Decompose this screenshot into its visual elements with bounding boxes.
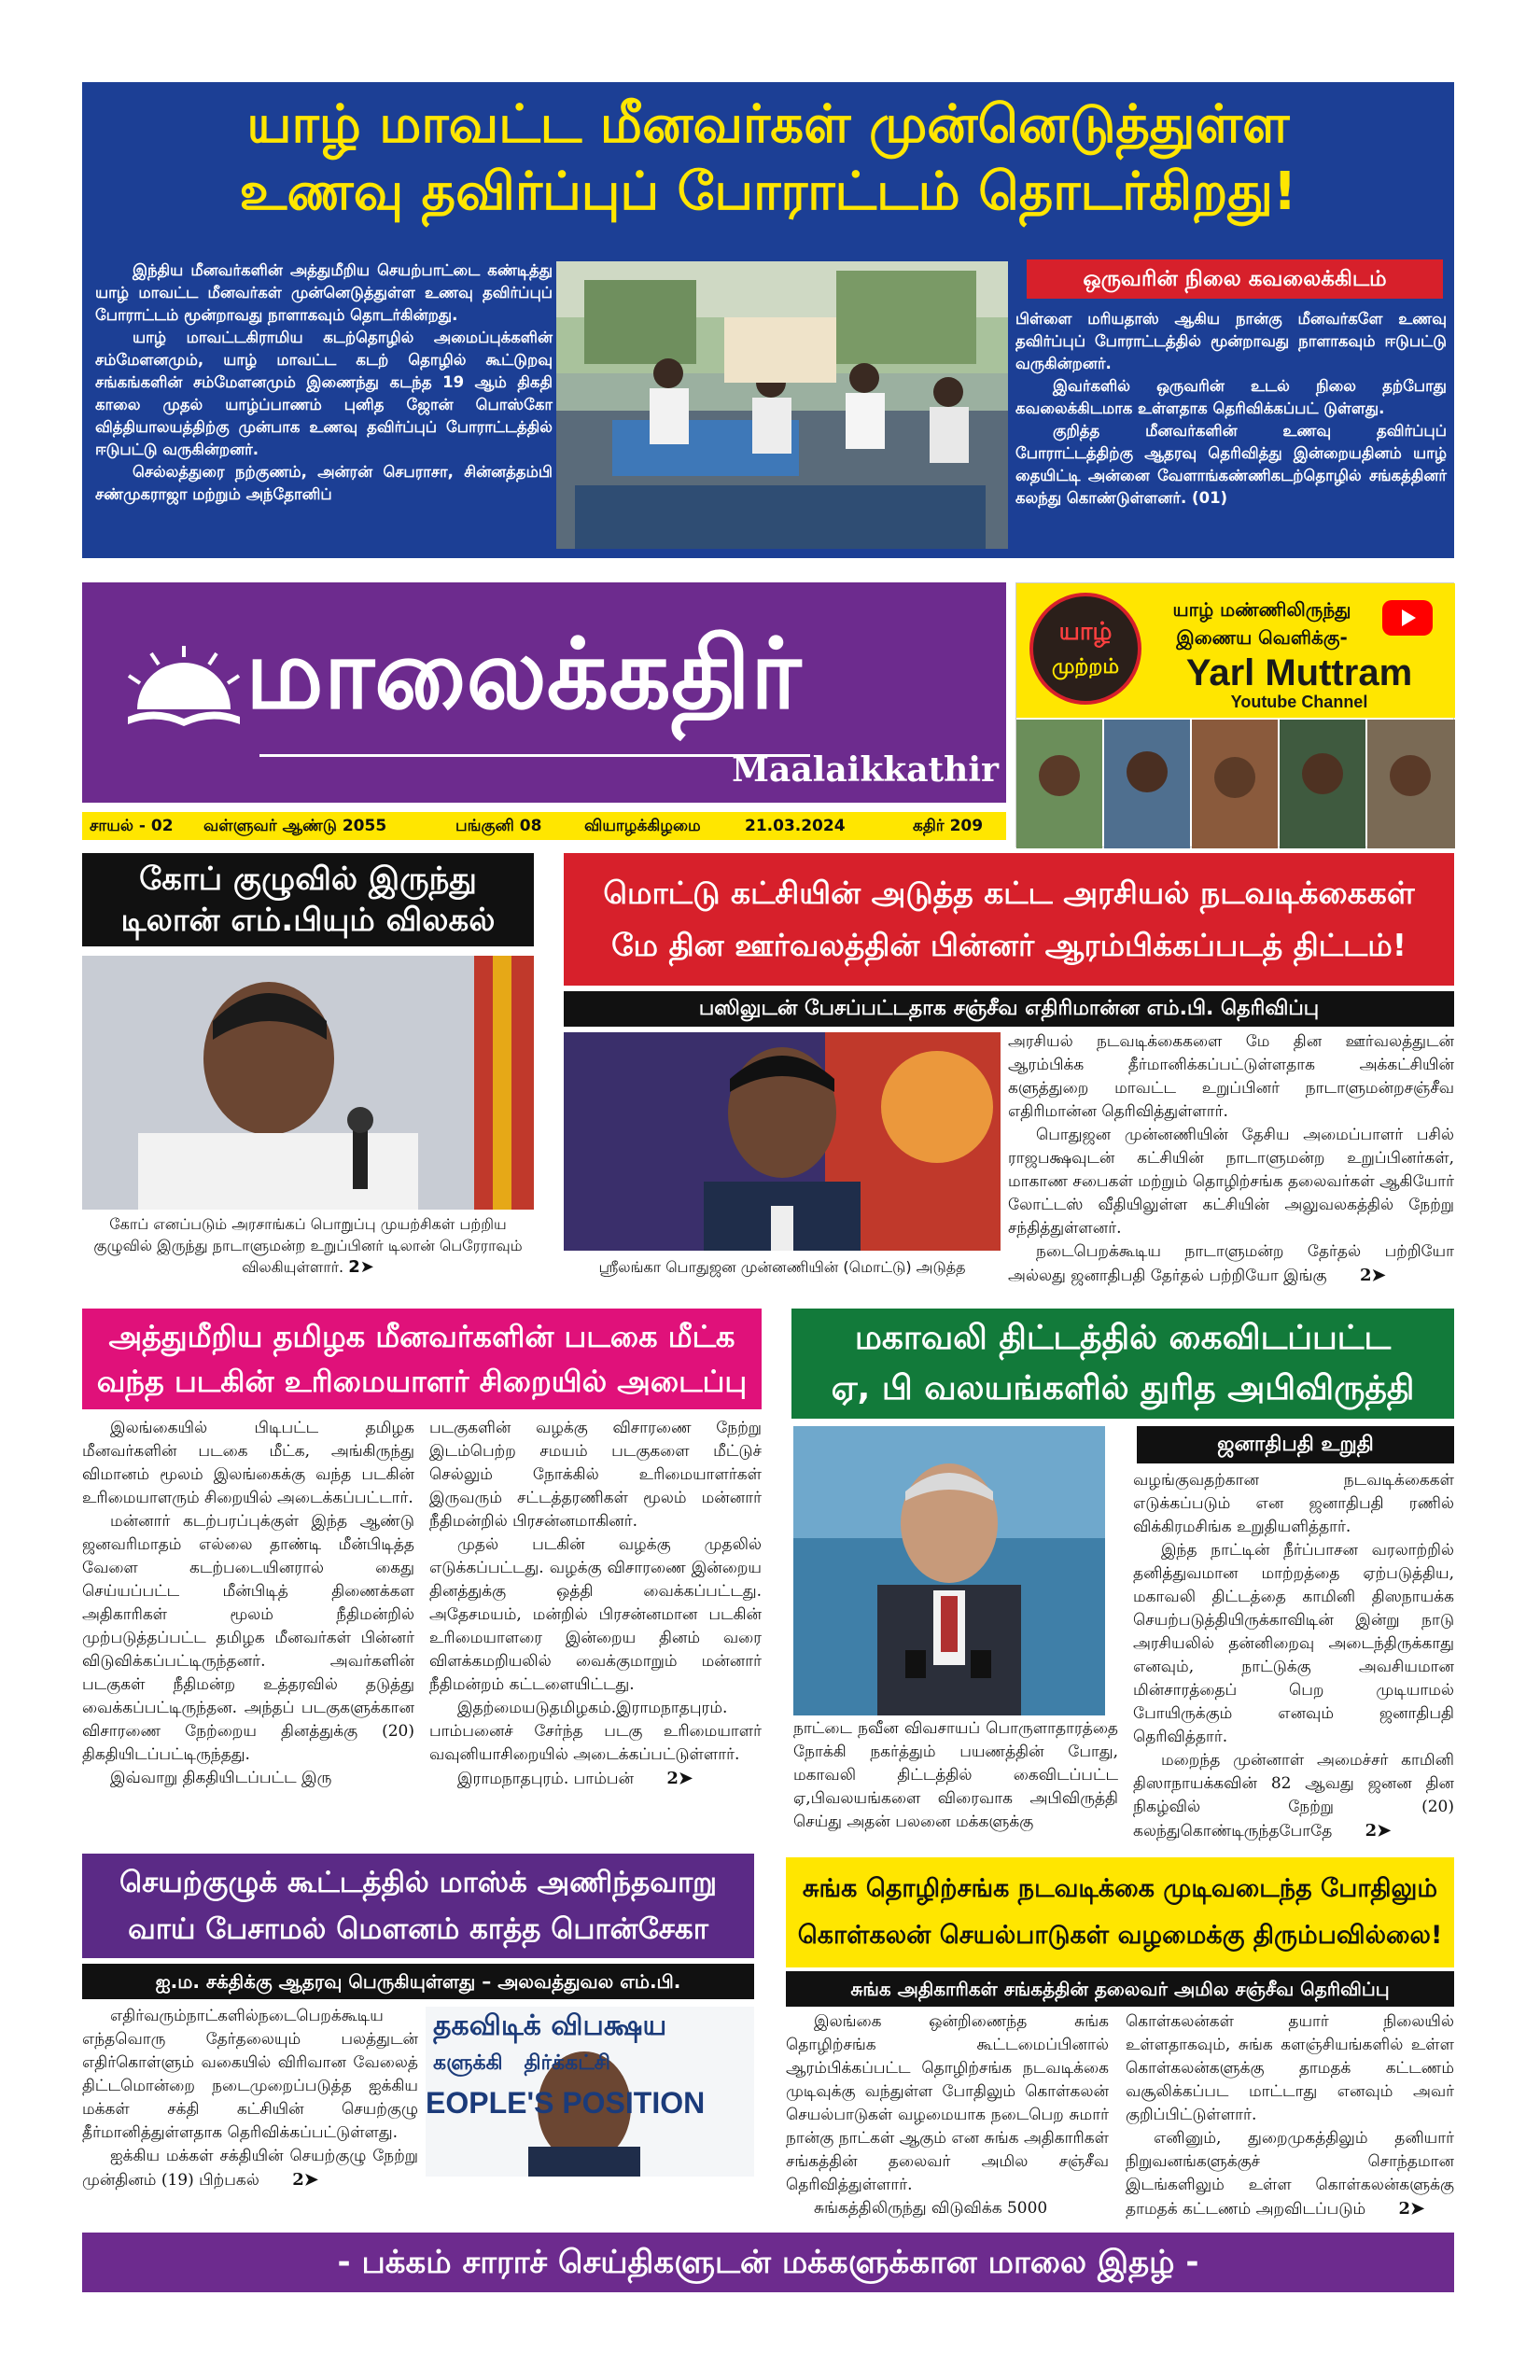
lead-left-para3: செல்லத்துரை நற்குணம், அன்ரன் செபராசா, சின்னத்தம்பி சண்முகராஜா மற்றும் அந்தோனிப் [95, 463, 553, 503]
cope-headline-line1: கோப் குழுவில் இருந்து [139, 861, 477, 898]
customs-headline-line2: கொள்கலன் செயல்பாடுகள் வழமைக்கு திரும்பவில்லை! [797, 1921, 1443, 1950]
customs-col1-para2: சுங்கத்திலிருந்து விடுவிக்க 5000 [814, 2199, 1048, 2218]
boat-col1 [82, 1417, 414, 1790]
lead-right-para3: குறித்த மீனவர்களின் உணவு தவிர்ப்புப் போராட்டத்திற்கு ஆதரவு தெரிவித்து இன்றையதினம் யாழ் தையிட்டி அன்னை வேளாங்கண்ணிகடற்தொழில் சங்கத்தினர் கலந்து கொண்டுள்ளனர். (01) [1015, 422, 1447, 507]
mahaweli-headline-line2: ஏ, பி வலயங்களில் துரித அபிவிருத்தி [831, 1369, 1415, 1407]
boat-col1-para2: மன்னார் கடற்பரப்புக்குள் இந்த ஆண்டு ஜனவரிமாதம் எல்லை தாண்டி மீன்பிடித்த வேளை கடற்படையினரால் கைது செய்யப்பட்ட மீன்பிடித் திணைக்கள அதிகாரிகள் மூலம் நீதிமன்றில் முற்படுத்தப்பட்ட தமிழக மீனவர்கள் பின்னர் விடுவிக்கப்பட்டிருந்தனர். அவர்களின் படகுகள் நீதிமன்ற உத்தரவில் தடுத்து வைக்கப்பட்டிருந்தன. அந்தப் படகுகளுக்கான விசாரணை நேற்றைய தினத்துக்கு (20) திகதியிடப்பட்டிருந்தது. [82, 1512, 414, 1764]
mahaweli-continued[interactable]: 2➤ [1365, 1821, 1392, 1841]
masthead [82, 582, 1006, 803]
cope-continued[interactable]: 2➤ [348, 1257, 374, 1277]
fonseka-photo-text1: தகவிடிக் விபக்ஷய [433, 2009, 667, 2042]
mahaweli-caption: நாட்டை நவீன விவசாயப் பொருளாதாரத்தை நோக்கி நகர்த்தும் பயணத்தின் போது, மகாவலி திட்டத்தில் கைவிடப்பட்ட ஏ,பிவலயங்களை விரைவாக அபிவிருத்தி செய்து அதன் பலனை மக்களுக்கு [793, 1719, 1118, 1831]
cope-caption-text: கோப் எனப்படும் அரசாங்கப் பொறுப்பு முயற்சிகள் பற்றிய குழுவில் இருந்து நாடாளுமன்ற உறுப்பினர் டிலான் பெரேராவும் விலகியுள்ளார். [93, 1215, 523, 1276]
youtube-ad-logo-top: யாழ் [1058, 618, 1113, 646]
pohottu-para2: பொதுஜன முன்னணியின் தேசிய அமைப்பாளர் பசில் ராஜபக்ஷவுடன் கட்சியின் நாடாளுமன்ற உறுப்பினர்கள், மாகாண சபைகள் மற்றும் தொழிற்சங்க தலைவர்கள் ஆகியோர் லோட்டஸ் வீதியிலுள்ள கட்சியின் அலுவலகத்தில் நேற்று சந்தித்துள்ளனர். [1008, 1126, 1454, 1238]
lead-headline-line2: உணவு தவிர்ப்புப் போராட்டம் தொடர்கிறது! [239, 161, 1297, 222]
footer-tagline: - பக்கம் சாராச் செய்திகளுடன் மக்களுக்கான மாலை இதழ் - [82, 2233, 1454, 2292]
lead-sub-label: ஒருவரின் நிலை கவலைக்கிடம் [1027, 259, 1443, 299]
mahaweli-para2: இந்த நாட்டின் நீர்ப்பாசன வரலாற்றில் தனித்துவமான மாற்றத்தை ஏற்படுத்திய, மகாவலி திட்டத்தை காமினி திஸநாயக்க செயற்படுத்தியிருக்காவிடின் இன்று நாடு அரசியலில் தன்னிறைவு அடைந்திருக்காது எனவும், நாட்டுக்கு அவசியமான மின்சாரத்தைப் பெற முடியாமல் போயிருக்கும் எனவும் ஜனாதிபதி தெரிவித்தார். [1133, 1541, 1454, 1746]
youtube-ad-sub: Youtube Channel [1230, 693, 1368, 711]
youtube-ad-line1: யாழ் மண்ணிலிருந்து [1172, 598, 1351, 621]
pohottu-para1: அரசியல் நடவடிக்கைகளை மே தின ஊர்வலத்துடன் ஆரம்பிக்க தீர்மானிக்கப்பட்டுள்ளதாக அக்கட்சியின் களுத்துறை மாவட்ட உறுப்பினர் நாடாளுமன்றசஞ்சீவ எதிரிமான்ன தெரிவித்துள்ளார். [1008, 1032, 1454, 1121]
fonseka-photo-text2: களுக்கி திர்க்கட்சி [433, 2051, 610, 2075]
pohottu-continued[interactable]: 2➤ [1359, 1266, 1386, 1285]
cope-continued-page: 2 [348, 1257, 360, 1277]
lead-right-para2: இவர்களில் ஒருவரின் உடல் நிலை தற்போது கவலைக்கிடமாக உள்ளதாக தெரிவிக்கப்பட் டுள்ளது. [1015, 377, 1447, 417]
fonseka-headline-line1: செயற்குழுக் கூட்டத்தில் மாஸ்க் அணிந்தவாறு [119, 1866, 718, 1899]
pohottu-headline-line1: மொட்டு கட்சியின் அடுத்த கட்ட அரசியல் நடவடிக்கைகள் [603, 875, 1415, 911]
pohottu-sub: பஸிலுடன் பேசப்பட்டதாக சஞ்சீவ எதிரிமான்ன எம்.பி. தெரிவிப்பு [564, 991, 1454, 1027]
youtube-ad[interactable] [1015, 582, 1454, 847]
cope-headline [82, 853, 534, 946]
fonseka-headline-line2: வாய் பேசாமல் மௌனம் காத்த பொன்சேகா [128, 1912, 708, 1946]
customs-sub: சுங்க அதிகாரிகள் சங்கத்தின் தலைவர் அமில சஞ்சீவ தெரிவிப்பு [786, 1971, 1454, 2007]
fonseka-continued-page: 2 [292, 2170, 304, 2190]
boat-col2-para4 [429, 1767, 762, 1791]
mahaweli-photo [793, 1426, 1105, 1715]
youtube-ad-logo-bottom: முற்றம் [1051, 655, 1120, 679]
fonseka-photo-text3: EOPLE'S POSITION [426, 2086, 706, 2120]
youtube-ad-photos [1016, 720, 1455, 848]
boat-col2-para4-text: இராமநாதபுரம். பாம்பன் [457, 1770, 635, 1788]
boat-col1-para1: இலங்கையில் பிடிபட்ட தமிழக மீனவர்களின் படகை மீட்க, அங்கிருந்து விமானம் மூலம் இலங்கைக்கு வந்த படகின் உரிமையாளரும் சிறையில் அடைக்கப்பட்டார். [82, 1419, 414, 1507]
customs-col1 [786, 2010, 1109, 2220]
mahaweli-para3-text: மறைந்த முன்னாள் அமைச்சர் காமினி திஸாநாயக்கவின் 82 ஆவது ஜனன தின நிகழ்வில் நேற்று (20) கலந்துகொண்டிருந்தபோதே [1133, 1751, 1454, 1841]
mahaweli-continued-page: 2 [1365, 1821, 1378, 1841]
fonseka-headline [82, 1854, 754, 1958]
masthead-latin: Maalaikkathir [732, 750, 999, 790]
pohottu-headline-line2: மே தின ஊர்வலத்தின் பின்னர் ஆரம்பிக்கப்படத் திட்டம்! [611, 927, 1407, 963]
boat-headline-line1: அத்துமீறிய தமிழக மீனவர்களின் படகை மீட்க [108, 1319, 735, 1354]
mahaweli-para3 [1133, 1749, 1454, 1843]
dateline [82, 812, 1006, 840]
mahaweli-headline [791, 1309, 1454, 1419]
customs-col2-para2-text: எனினும், துறைமுகத்திலும் தனியார் நிறுவனங்களுக்குச் சொந்தமான இடங்களிலும் உள்ள கொள்கலன்களுக்கு தாமதக் கட்டணம் அறவிடப்படும் [1126, 2129, 1454, 2219]
masthead-sunrise-icon [123, 644, 245, 737]
boat-col1-para3: இவ்வாறு திகதியிடப்பட்ட இரு [110, 1769, 332, 1787]
fonseka-continued[interactable]: 2➤ [292, 2170, 318, 2190]
boat-col2-para3: இதற்மையடுதமிழகம்.இராமநாதபுரம். பாம்பனைச் சேர்ந்த படகு உரிமையாளர் வவுனியாசிறையில் அடைக்கப்பட்டுள்ளார். [429, 1699, 762, 1764]
dateline-year: வள்ளுவர் ஆண்டு 2055 [203, 817, 387, 835]
fonseka-sub: ஐ.ம. சக்திக்கு ஆதரவு பெருகியுள்ளது – அலவத்துவல எம்.பி. [82, 1964, 754, 1999]
fonseka-body [82, 2005, 418, 2192]
pohottu-photo [564, 1032, 1001, 1251]
fonseka-para2 [82, 2145, 418, 2192]
boat-col2 [429, 1417, 762, 1791]
lead-story [82, 82, 1454, 558]
lead-right-para1: பிள்ளை மரியதாஸ் ஆகிய நான்கு மீனவர்களே உணவு தவிர்ப்புப் போராட்டத்தில் மூன்றாவது நாளாகவும் ஈடுபட்டு வருகின்றனர். [1015, 310, 1447, 372]
mahaweli-body [1133, 1469, 1454, 1843]
dateline-issue: சாயல் - 02 [90, 817, 174, 835]
boat-col2-para1: படகுகளின் வழக்கு விசாரணை நேற்று இடம்பெற்ற சமயம் படகுகளை மீட்டுச் செல்லும் நோக்கில் உரிமையாளர்கள் இருவரும் சட்டத்தரணிகள் மூலம் மன்னார் நீதிமன்றில் பிரசன்னமாகினர். [429, 1419, 762, 1531]
cope-caption [90, 1213, 526, 1278]
youtube-ad-logo [1029, 593, 1141, 705]
lead-left-para2: யாழ் மாவட்டகிராமிய கடற்தொழில் அமைப்புக்களின் சம்மேளனமும், யாழ் மாவட்ட கடற் தொழில் கூட்டுறவு சங்கங்களின் சம்மேளனமும் இணைந்து கடந்த 19 ஆம் திகதி காலை முதல் யாழ்ப்பாணம் புனித ஜோன் பொஸ்கோ வித்தியாலயத்திற்கு முன்பாக உணவு தவிர்ப்புப் போராட்டத்தில் ஈடுபட்டு வருகின்றனர். [95, 329, 553, 458]
pohottu-continued-page: 2 [1359, 1266, 1372, 1285]
lead-headline [82, 91, 1454, 226]
youtube-ad-title: Yarl Muttram [1185, 652, 1413, 693]
mahaweli-headline-line1: மகாவலி திட்டத்தில் கைவிடப்பட்ட [854, 1319, 1392, 1357]
fonseka-para1: எதிர்வரும்நாட்களில்நடைபெறக்கூடிய எந்தவொரு தேர்தலையும் பலத்துடன் எதிர்கொள்ளும் வகையில் விரிவான வேலைத் திட்டமொன்றை நடைமுறைப்படுத்த ஐக்கிய மக்கள் சக்தி கட்சியின் செயற்குழு தீர்மானித்துள்ளதாக தெரிவிக்கப்பட்டுள்ளது. [82, 2007, 418, 2142]
customs-continued-page: 2 [1398, 2199, 1411, 2219]
customs-col2-para2 [1126, 2127, 1454, 2221]
mahaweli-sub: ஜனாதிபதி உறுதி [1137, 1426, 1454, 1463]
customs-continued[interactable]: 2➤ [1398, 2199, 1425, 2219]
lead-left-para1: இந்திய மீனவர்களின் அத்துமீறிய செயற்பாட்டை கண்டித்து யாழ் மாவட்ட மீனவர்கள் முன்னெடுத்துள்ள உணவு தவிர்ப்புப் போராட்டம் மூன்றாவது நாளாகவும் தொடர்கின்றது. [95, 261, 553, 324]
cope-photo [82, 956, 534, 1210]
mahaweli-para1: வழங்குவதற்கான நடவடிக்கைகள் எடுக்கப்படும் என ஜனாதிபதி ரணில் விக்கிரமசிங்க உறுதியளித்தார். [1133, 1471, 1454, 1536]
lead-right-column [1015, 308, 1447, 510]
pohottu-para3-text: நடைபெறக்கூடிய நாடாளுமன்ற தேர்தல் பற்றியோ அல்லது ஜனாதிபதி தேர்தல் பற்றியோ இங்கு [1008, 1242, 1454, 1285]
dateline-date: 21.03.2024 [745, 817, 846, 835]
cope-headline-line2: டிலான் எம்.பியும் விலகல் [120, 902, 496, 939]
dateline-weekday: வியாழக்கிழமை [584, 817, 701, 835]
customs-col1-para1: இலங்கை ஒன்றிணைந்த சுங்க தொழிற்சங்க கூட்டமைப்பினால் ஆரம்பிக்கப்பட்ட தொழிற்சங்க நடவடிக்கை முடிவுக்கு வந்துள்ள போதிலும் கொள்கலன் செயல்பாடுகள் வழமையாக நடைபெற சுமார் நான்கு நாட்கள் ஆகும் என சுங்க அதிகாரிகள் சங்கத்தின் தலைவர் அமில சஞ்சீவ தெரிவித்துள்ளார். [786, 2012, 1109, 2194]
lead-left-column [95, 259, 553, 506]
dateline-month: பங்குனி 08 [455, 817, 542, 835]
customs-headline [786, 1857, 1454, 1967]
boat-col2-para2: முதல் படகின் வழக்கு முதலில் எடுக்கப்பட்டது. வழக்கு விசாரணை இன்றைய தினத்துக்கு ஒத்தி வைக்கப்பட்டது. அதேசமயம், மன்றில் பிரசன்னமான படகின் உரிமையாளரை இன்றைய தினம் வரை விளக்கமறியலில் வைக்குமாறும் மன்னார் நீதிமன்றம் கட்டளையிட்டது. [429, 1535, 762, 1694]
dateline-number: கதிர் 209 [913, 817, 984, 835]
boat-headline-line2: வந்த படகின் உரிமையாளர் சிறையில் அடைப்பு [96, 1364, 748, 1399]
pohottu-para3 [1008, 1240, 1454, 1288]
lead-headline-line1: யாழ் மாவட்ட மீனவர்கள் முன்னெடுத்துள்ள [246, 94, 1290, 155]
boat-continued[interactable]: 2➤ [666, 1769, 693, 1788]
youtube-ad-line2: இணைய வெளிக்கு- [1176, 626, 1348, 649]
customs-col2 [1126, 2010, 1454, 2221]
customs-headline-line1: சுங்க தொழிற்சங்க நடவடிக்கை முடிவடைந்த போதிலும் [802, 1874, 1438, 1903]
pohottu-caption: ஸ்ரீலங்கா பொதுஜன முன்னணியின் (மொட்டு) அடுத்த [598, 1258, 966, 1276]
boat-headline [82, 1309, 762, 1409]
customs-col2-para1: கொள்கலன்கள் தயார் நிலையில் உள்ளதாகவும், சுங்க களஞ்சியங்களில் உள்ள கொள்கலன்களுக்கு தாமதக் கட்டணம் வசூலிக்கப்பட மாட்டாது எனவும் அவர் குறிப்பிட்டுள்ளார். [1126, 2012, 1454, 2124]
masthead-title: மாலைக்கதிர் [245, 617, 802, 731]
pohottu-headline [564, 853, 1454, 986]
youtube-play-icon[interactable] [1382, 600, 1433, 636]
fonseka-para2-text: ஐக்கிய மக்கள் சக்தியின் செயற்குழு நேற்று முன்தினம் (19) பிற்பகல் [82, 2147, 418, 2190]
lead-photo [556, 261, 1008, 549]
pohottu-body [1008, 1030, 1454, 1288]
fonseka-photo [426, 2007, 754, 2177]
